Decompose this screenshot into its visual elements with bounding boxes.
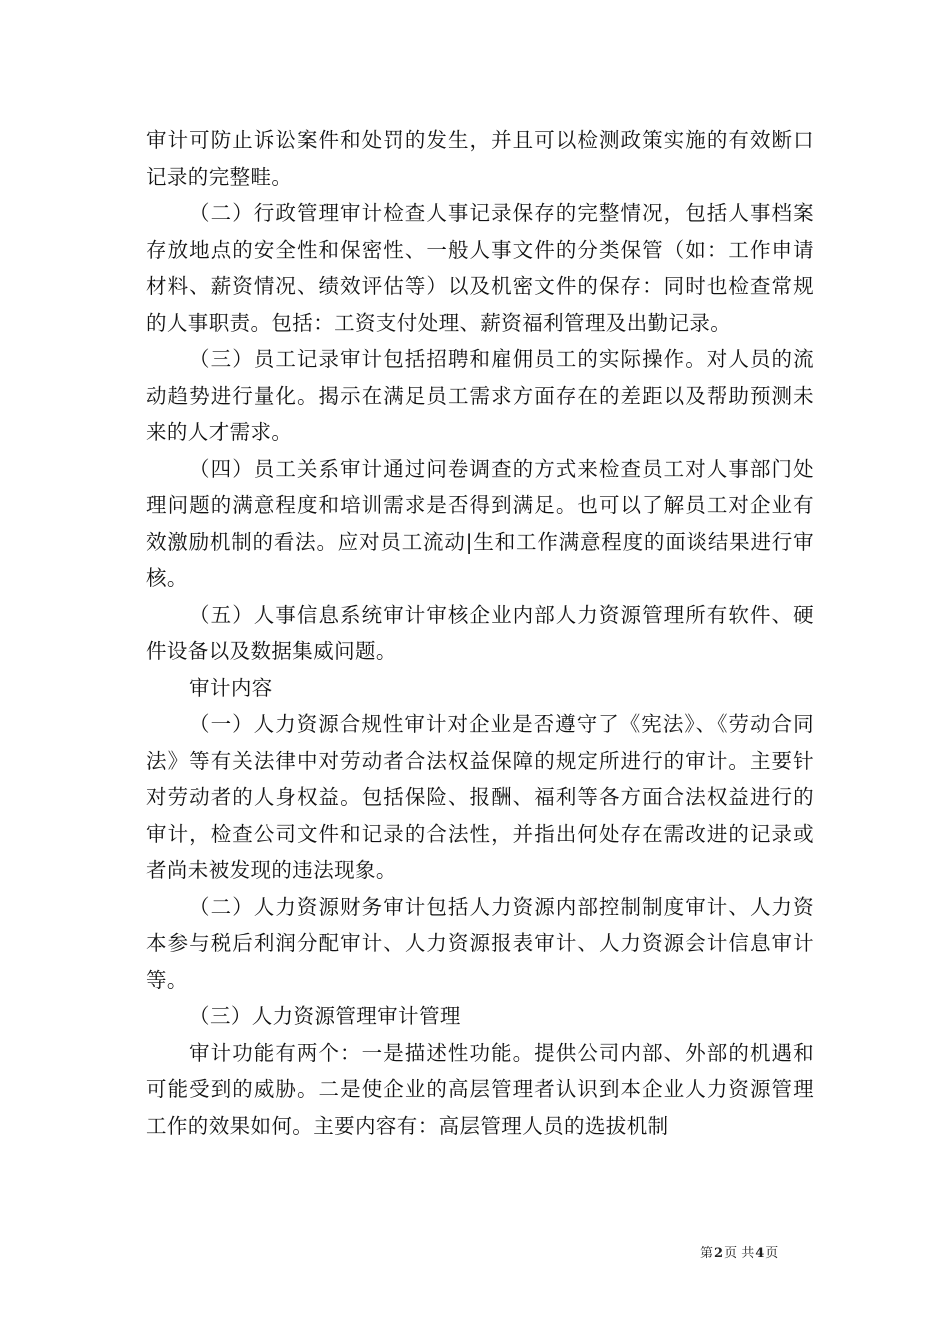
paragraph-4: （四）员工关系审计通过问卷调查的方式来检查员工对人事部门处理问题的满意程度和培训需求是否得到满足。也可以了解员工对企业有效激励机制的看法。应对员工流动|生和工作满意程度的面谈结果进行审核。 bbox=[146, 456, 814, 590]
footer-middle: 页 共 bbox=[724, 1246, 755, 1261]
footer-suffix: 页 bbox=[765, 1246, 779, 1261]
paragraph-1: 审计可防止诉讼案件和处罚的发生，并且可以检测政策实施的有效断口记录的完整畦。 bbox=[146, 128, 814, 189]
paragraph-5: （五）人事信息系统审计审核企业内部人力资源管理所有软件、硬件设备以及数据集威问题。 bbox=[146, 602, 814, 663]
paragraph-9: （三）人力资源管理审计管理 bbox=[189, 1004, 461, 1028]
paragraph-7: （一）人力资源合规性审计对企业是否遵守了《宪法》、《劳动合同法》等有关法律中对劳动者合法权益保障的规定所进行的审计。主要针对劳动者的人身权益。包括保险、报酬、福利等各方面合法权益进行的审计，检查公司文件和记录的合法性，并指出何处存在需改进的记录或者尚未被发现的违法现象。 bbox=[146, 712, 814, 882]
paragraph-2: （二）行政管理审计检查人事记录保存的完整情况，包括人事档案存放地点的安全性和保密性、一般人事文件的分类保管（如：工作申请材料、薪资情况、绩效评估等）以及机密文件的保存：同时也检查常规的人事职责。包括：工资支付处理、薪资福利管理及出勤记录。 bbox=[146, 201, 814, 335]
paragraph-3: （三）员工记录审计包括招聘和雇佣员工的实际操作。对人员的流动趋势进行量化。揭示在满足员工需求方面存在的差距以及帮助预测未来的人才需求。 bbox=[146, 347, 814, 444]
section-heading-audit-content: 审计内容 bbox=[189, 675, 273, 700]
document-body bbox=[146, 122, 814, 1144]
footer-prefix: 第 bbox=[700, 1246, 714, 1261]
page-footer bbox=[700, 1245, 820, 1263]
current-page-number: 2 bbox=[714, 1246, 724, 1261]
paragraph-10: 审计功能有两个：一是描述性功能。提供公司内部、外部的机遇和可能受到的威胁。二是使企业的高层管理者认识到本企业人力资源管理工作的效果如何。主要内容有：高层管理人员的选拔机制 bbox=[146, 1040, 814, 1138]
paragraph-8: （二）人力资源财务审计包括人力资源内部控制制度审计、人力资本参与税后利润分配审计、人力资源报表审计、人力资源会计信息审计等。 bbox=[146, 894, 814, 992]
total-page-number: 4 bbox=[755, 1246, 765, 1261]
